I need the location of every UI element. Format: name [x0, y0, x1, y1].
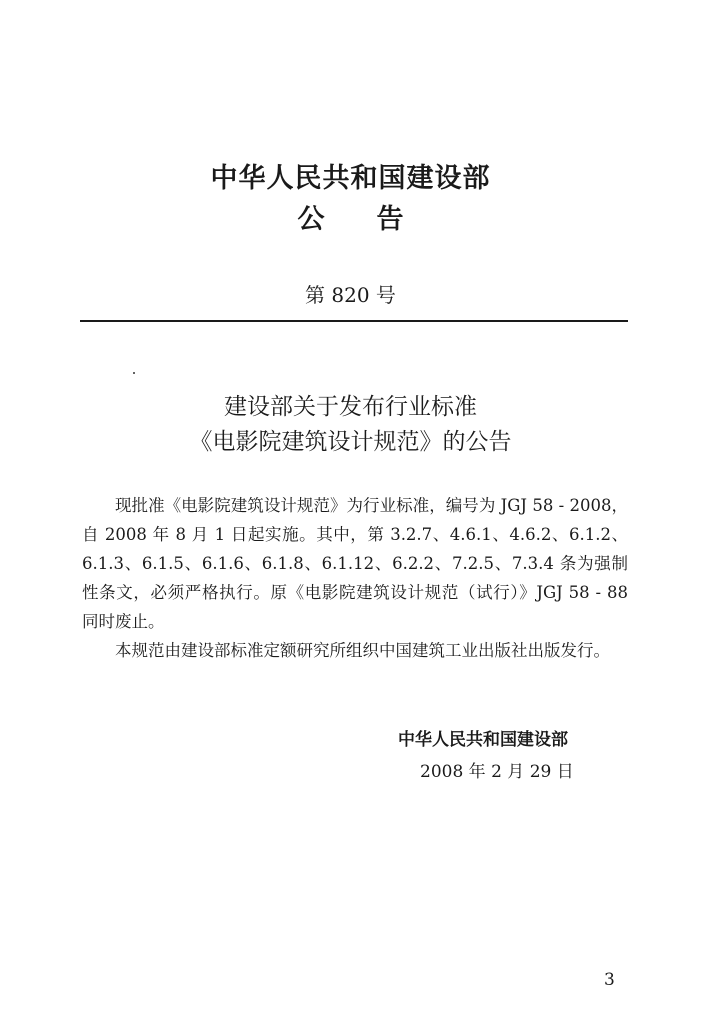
body-paragraph-1: 现批准《电影院建筑设计规范》为行业标准，编号为 JGJ 58 - 2008，自 2008 年 8 月 1 日起实施。其中，第 3.2.7、4.6.1、4.6.2、6.1.2、6.1.3、6.1.5、6.1.6、6.1.8、6.1.12、6.2.2、7.2.5、7.3.4 条为强制性条文，必须严格执行。原《电影院建筑设计规范（试行）》JGJ 58 - 88 同时废止。 [82, 496, 628, 631]
signature-issuer: 中华人民共和国建设部 [398, 730, 568, 750]
announcement-number: 第 820 号 [305, 283, 396, 307]
body-paragraph-2: 本规范由建设部标准定额研究所组织中国建筑工业出版社出版发行。 [115, 641, 610, 660]
announcement-title-line1: 建设部关于发布行业标准 [224, 394, 477, 420]
signature-date: 2008 年 2 月 29 日 [420, 762, 574, 782]
announcement-body [82, 491, 628, 665]
page-number: 3 [604, 970, 615, 990]
header-divider [80, 320, 628, 322]
announcement-title-line2: 《电影院建筑设计规范》的公告 [189, 429, 512, 455]
issuer-heading: 中华人民共和国建设部 [210, 163, 491, 194]
notice-heading: 公告 [297, 204, 456, 235]
scan-speck [133, 372, 135, 374]
